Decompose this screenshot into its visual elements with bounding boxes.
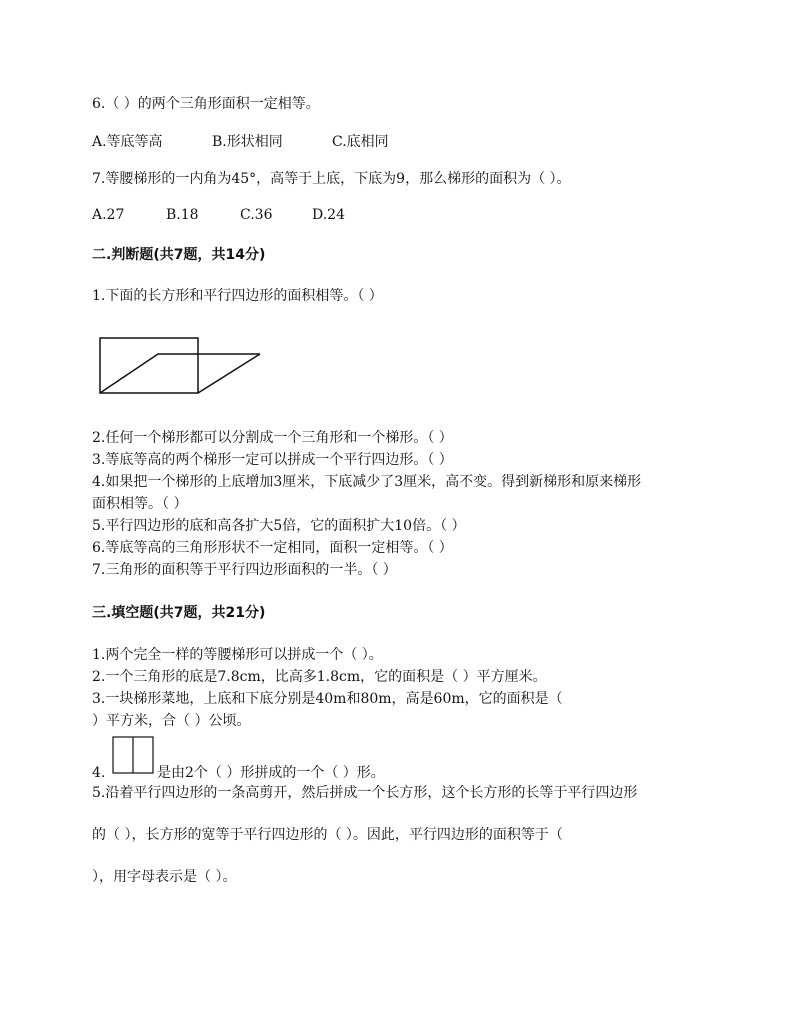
fill-question-3-cont: ）平方米，合（ ）公顷。 bbox=[92, 713, 251, 729]
fill-question-4-number: 4. bbox=[92, 765, 106, 781]
tf-question-4: 4.如果把一个梯形的上底增加3厘米，下底减少了3厘米，高不变。得到新梯形和原来梯形 bbox=[92, 474, 642, 490]
question-7: 7.等腰梯形的一内角为45°，高等于上底，下底为9，那么梯形的面积为（ ）。 bbox=[92, 171, 571, 187]
fill-question-5: 5.沿着平行四边形的一条高剪开，然后拼成一个长方形，这个长方形的长等于平行四边形 bbox=[92, 785, 638, 801]
q7-option-c: C.36 bbox=[240, 207, 273, 223]
rectangle-parallelogram-figure bbox=[98, 334, 262, 396]
q7-option-a: A.27 bbox=[92, 207, 125, 223]
fill-question-5-line-2: 的（ ），长方形的宽等于平行四边形的（ ）。因此，平行四边形的面积等于（ bbox=[92, 827, 563, 843]
tf-question-5: 5.平行四边形的底和高各扩大5倍，它的面积扩大10倍。（ ） bbox=[92, 518, 466, 534]
q6-option-a: A.等底等高 bbox=[92, 134, 163, 150]
tf-question-7: 7.三角形的面积等于平行四边形面积的一半。（ ） bbox=[92, 562, 397, 578]
tf-question-4-cont: 面积相等。（ ） bbox=[92, 496, 188, 512]
section-3-heading: 三.填空题(共7题，共21分) bbox=[92, 605, 266, 621]
tf-question-2: 2.任何一个梯形都可以分割成一个三角形和一个梯形。（ ） bbox=[92, 430, 453, 446]
fill-question-1: 1.两个完全一样的等腰梯形可以拼成一个（ ）。 bbox=[92, 647, 383, 663]
tf-question-1: 1.下面的长方形和平行四边形的面积相等。（ ） bbox=[92, 288, 383, 304]
q7-option-b: B.18 bbox=[166, 207, 199, 223]
section-2-heading: 二.判断题(共7题，共14分) bbox=[92, 247, 266, 263]
tf-question-3: 3.等底等高的两个梯形一定可以拼成一个平行四边形。（ ） bbox=[92, 452, 453, 468]
fill-question-2: 2.一个三角形的底是7.8cm，比高多1.8cm，它的面积是（ ）平方厘米。 bbox=[92, 669, 547, 685]
question-6: 6.（ ）的两个三角形面积一定相等。 bbox=[92, 96, 320, 112]
two-rectangles-figure bbox=[112, 736, 156, 776]
q6-option-c: C.底相同 bbox=[332, 134, 389, 150]
fill-question-3: 3.一块梯形菜地，上底和下底分别是40m和80m，高是60m，它的面积是（ bbox=[92, 691, 563, 707]
fill-question-4: 是由2个（ ）形拼成的一个（ ）形。 bbox=[157, 765, 385, 781]
q6-option-b: B.形状相同 bbox=[212, 134, 283, 150]
tf-question-6: 6.等底等高的三角形形状不一定相同，面积一定相等。（ ） bbox=[92, 540, 453, 556]
q7-option-d: D.24 bbox=[312, 207, 345, 223]
fill-question-5-line-3: ），用字母表示是（ ）。 bbox=[92, 869, 237, 885]
